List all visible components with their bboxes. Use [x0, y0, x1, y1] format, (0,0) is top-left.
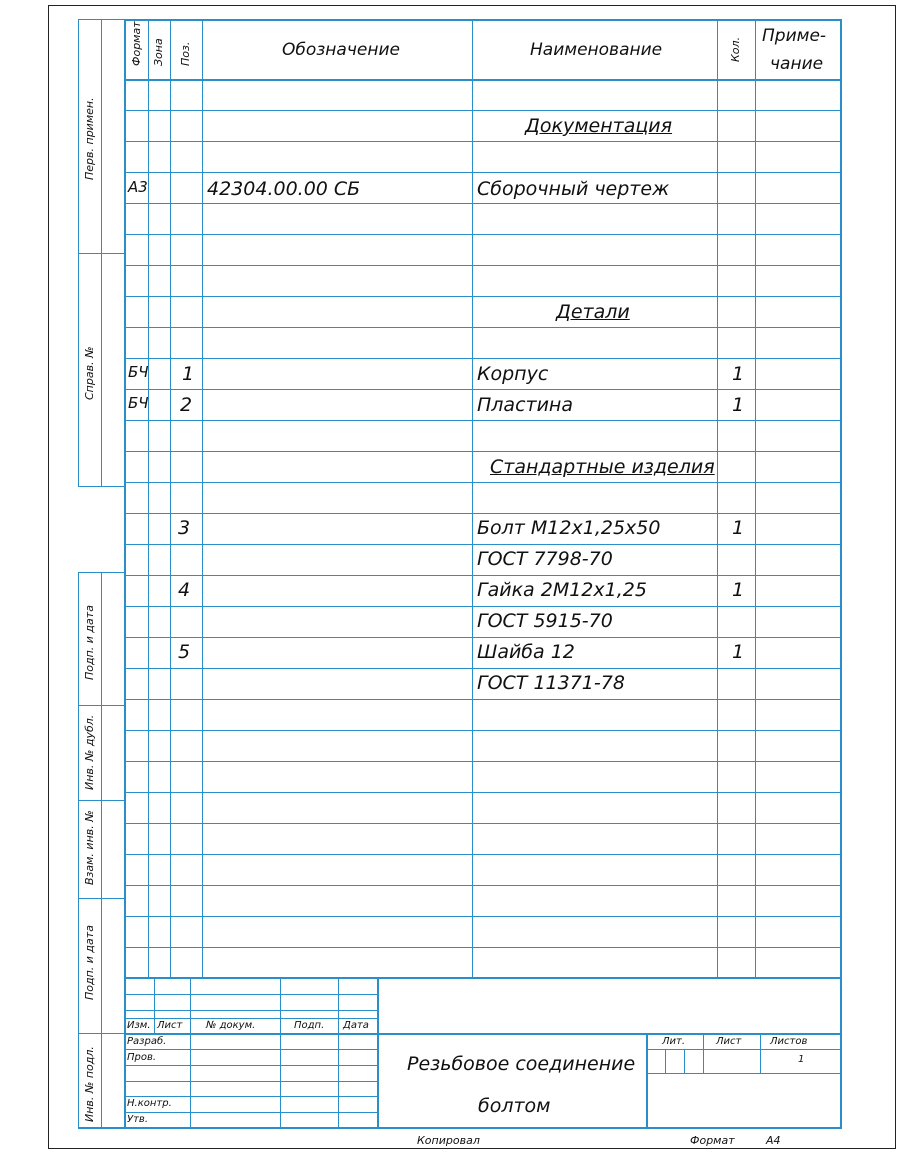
header-qty: Кол. [729, 36, 742, 62]
stamp-col-line [377, 977, 379, 1129]
header-zone: Зона [152, 38, 165, 66]
header-note-line2: чание [770, 54, 824, 74]
row-name: Шайба 12 [477, 641, 575, 663]
header-note-line1: Приме- [762, 26, 827, 46]
row-line [124, 203, 842, 204]
row-line [124, 730, 842, 731]
stamp-izm: Изм. [127, 1020, 151, 1031]
stamp-row-line [124, 1096, 378, 1097]
row-format: А3 [128, 178, 148, 196]
stamp-sheet: Лист [716, 1036, 742, 1047]
row-line [124, 265, 842, 266]
stamp-title-line2: болтом [478, 1095, 551, 1117]
stamp-col-line [280, 977, 281, 1129]
row-line [124, 885, 842, 886]
col-line-qty [755, 19, 756, 977]
row-line [124, 389, 842, 390]
row-line [124, 823, 842, 824]
row-qty: 1 [732, 517, 745, 539]
side-podp-data-1: Подп. и дата [83, 605, 96, 680]
stamp-col-line [338, 977, 339, 1129]
row-line [124, 358, 842, 359]
stamp-doc-no: № докум. [206, 1020, 256, 1031]
stamp-lit-cell [684, 1049, 685, 1073]
stamp-row-line [124, 1010, 378, 1011]
side-podp-data-2: Подп. и дата [83, 925, 96, 1000]
stamp-top-line [124, 977, 842, 979]
col-line-designation [472, 19, 473, 977]
row-name: Сборочный чертеж [477, 178, 670, 200]
row-qty: 1 [732, 579, 745, 601]
side-strip-sep-3 [78, 572, 126, 573]
col-line-pos [202, 19, 203, 977]
row-pos: 3 [178, 517, 191, 539]
stamp-sheets: Листов [770, 1036, 808, 1047]
row-name: ГОСТ 5915-70 [477, 610, 613, 632]
side-perv-primen: Перв. примен. [83, 97, 96, 180]
stamp-list: Лист [157, 1020, 183, 1031]
section-details: Детали [556, 301, 630, 323]
footer-format-value: А4 [766, 1134, 781, 1147]
frame-left-line [124, 19, 126, 1129]
header-bottom-line [124, 79, 842, 81]
stamp-sheet-col [760, 1033, 761, 1074]
stamp-row-line [124, 1081, 378, 1082]
stamp-razrab: Разраб. [127, 1036, 167, 1047]
side-strip-left-lower [78, 572, 79, 1129]
row-line [124, 420, 842, 421]
row-pos: 1 [182, 363, 195, 385]
row-line [124, 141, 842, 142]
row-line [124, 792, 842, 793]
row-line [124, 575, 842, 576]
col-line-zone [170, 19, 171, 977]
stamp-row-line [124, 1018, 378, 1019]
row-name: Корпус [477, 363, 549, 385]
side-strip-bottom [78, 1127, 126, 1129]
row-line [124, 606, 842, 607]
stamp-title-line1: Резьбовое соединение [407, 1053, 636, 1075]
stamp-title-right [646, 1033, 648, 1129]
stamp-col-line [154, 977, 155, 1035]
row-qty: 1 [732, 394, 745, 416]
col-line-name [717, 19, 718, 977]
side-strip-sep-5 [78, 800, 126, 801]
stamp-sheets-value: 1 [798, 1054, 805, 1065]
row-format: БЧ [128, 363, 149, 381]
side-strip-sep-6 [78, 898, 126, 899]
row-line [124, 110, 842, 111]
row-line [124, 296, 842, 297]
side-strip-sep-7 [78, 1033, 126, 1034]
side-strip-sep-1 [78, 253, 126, 254]
row-line [124, 482, 842, 483]
side-inv-dubl: Инв. № дубл. [83, 714, 96, 790]
side-strip-inner-lower [101, 572, 102, 1129]
row-format: БЧ [128, 394, 149, 412]
side-vzam-inv: Взам. инв. № [83, 810, 96, 885]
row-line [124, 947, 842, 948]
row-line [124, 513, 842, 514]
stamp-podp: Подп. [294, 1020, 325, 1031]
side-inv-podl: Инв. № подл. [83, 1046, 96, 1122]
stamp-lit-line-2 [646, 1073, 842, 1074]
col-line-format [148, 19, 149, 977]
stamp-lit-col [703, 1033, 704, 1074]
row-line [124, 916, 842, 917]
row-line [124, 327, 842, 328]
section-standard-items: Стандартные изделия [490, 456, 715, 478]
row-line [124, 544, 842, 545]
row-line [124, 668, 842, 669]
row-name: ГОСТ 7798-70 [477, 548, 613, 570]
row-line [124, 854, 842, 855]
stamp-row-line [124, 1112, 378, 1113]
row-name: Гайка 2М12х1,25 [477, 579, 647, 601]
footer-copied: Копировал [417, 1134, 480, 1147]
stamp-lit-cell [665, 1049, 666, 1073]
frame-right-line [840, 19, 842, 1129]
side-strip-sep-2 [78, 486, 126, 487]
stamp-row-line [124, 994, 378, 995]
stamp-main-divider [124, 1033, 842, 1035]
row-name: ГОСТ 11371-78 [477, 672, 625, 694]
row-qty: 1 [732, 363, 745, 385]
row-qty: 1 [732, 641, 745, 663]
frame-top-line [124, 19, 842, 21]
row-line [124, 637, 842, 638]
side-sprav-no: Справ. № [83, 346, 96, 400]
section-documentation: Документация [525, 115, 673, 137]
row-line [124, 761, 842, 762]
stamp-data: Дата [343, 1020, 369, 1031]
row-name: Болт М12х1,25х50 [477, 517, 661, 539]
stamp-n-kontr: Н.контр. [127, 1098, 172, 1109]
row-name: Пластина [477, 394, 574, 416]
stamp-prov: Пров. [127, 1052, 157, 1063]
footer-format-label: Формат [690, 1134, 735, 1147]
row-line [124, 451, 842, 452]
stamp-utv: Утв. [127, 1114, 148, 1125]
stamp-row-line [124, 1065, 378, 1066]
row-designation: 42304.00.00 СБ [207, 178, 361, 200]
header-format: Формат [130, 21, 143, 66]
stamp-row-line [124, 1049, 378, 1050]
header-designation: Обозначение [282, 40, 400, 60]
side-strip-sep-4 [78, 705, 126, 706]
row-line [124, 699, 842, 700]
header-pos: Поз. [179, 41, 192, 66]
row-line [124, 234, 842, 235]
row-pos: 2 [180, 394, 193, 416]
row-line [124, 172, 842, 173]
stamp-lit-line [646, 1049, 842, 1050]
stamp-col-line [190, 977, 191, 1129]
stamp-lit: Лит. [662, 1036, 686, 1047]
header-name: Наименование [530, 40, 663, 60]
side-strip-top-line [78, 19, 126, 20]
frame-bottom-line [124, 1127, 842, 1129]
row-pos: 4 [178, 579, 191, 601]
row-pos: 5 [178, 641, 191, 663]
